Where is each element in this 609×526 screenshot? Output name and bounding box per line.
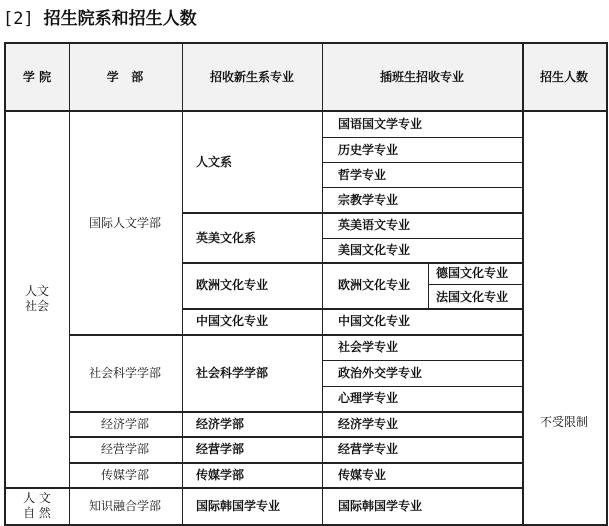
rule <box>182 308 523 310</box>
header-department: 学 部 <box>106 70 144 84</box>
transfer-major-cell: 国语国文学专业 <box>338 117 423 131</box>
transfer-major-cell: 宗教学专业 <box>338 193 399 207</box>
department-cell: 知识融合学部 <box>88 499 162 513</box>
new-major-cell: 英美文化系 <box>196 231 257 245</box>
col-rule <box>522 42 524 526</box>
header-transfer-major: 插班生招收专业 <box>379 70 465 84</box>
new-major-cell: 中国文化专业 <box>196 314 269 328</box>
new-major-cell: 人文系 <box>196 155 233 169</box>
department-cell: 经济学部 <box>100 417 150 431</box>
rule <box>69 462 523 464</box>
col-rule <box>69 42 70 526</box>
rule <box>322 187 523 188</box>
section-title-text: 招生院系和招生人数 <box>43 9 197 29</box>
transfer-major-cell: 传媒专业 <box>338 468 387 482</box>
rule <box>69 334 523 336</box>
rule <box>322 137 523 138</box>
department-cell: 经营学部 <box>100 442 150 456</box>
transfer-major-cell: 经济学专业 <box>338 417 399 431</box>
transfer-major-cell: 欧洲文化专业 <box>338 278 411 292</box>
new-major-cell: 欧洲文化专业 <box>196 278 269 292</box>
euro-sub-major-cell: 法国文化专业 <box>436 290 509 304</box>
rule-top <box>4 42 608 44</box>
transfer-major-cell: 经营学专业 <box>338 442 399 456</box>
rule <box>182 262 523 264</box>
transfer-major-cell: 心理学专业 <box>338 391 399 405</box>
rule <box>322 360 523 361</box>
new-major-cell: 国际韩国学专业 <box>196 499 281 513</box>
rule <box>69 436 523 438</box>
header-new-major: 招收新生系专业 <box>209 70 295 84</box>
transfer-major-cell: 中国文化专业 <box>338 314 411 328</box>
quota-cell: 不受限制 <box>539 415 589 429</box>
section-index: [2] <box>3 9 34 29</box>
rule-header-bottom <box>4 110 608 112</box>
new-major-cell: 经济学部 <box>196 417 245 431</box>
college-cell: 人文 社会 <box>24 284 50 313</box>
rule <box>4 487 523 489</box>
header-background <box>4 43 607 111</box>
rule <box>322 238 523 239</box>
transfer-major-cell: 历史学专业 <box>338 143 399 157</box>
department-cell: 传媒学部 <box>100 468 150 482</box>
new-major-cell: 社会科学学部 <box>196 366 269 380</box>
department-cell: 社会科学学部 <box>88 366 162 380</box>
department-cell: 国际人文学部 <box>88 216 162 230</box>
euro-sub-major-cell: 德国文化专业 <box>436 266 509 280</box>
col-rule <box>322 42 323 526</box>
col-rule <box>182 42 183 526</box>
new-major-cell: 经营学部 <box>196 442 245 456</box>
college-cell: 人 文 自 然 <box>23 491 51 520</box>
rule <box>182 212 523 214</box>
rule <box>322 386 523 387</box>
rule <box>322 162 523 163</box>
rule-left <box>4 42 6 526</box>
transfer-major-cell: 社会学专业 <box>338 340 399 354</box>
header-college: 学 院 <box>22 70 52 84</box>
transfer-major-cell: 政治外交学专业 <box>338 366 423 380</box>
col-rule <box>428 262 429 309</box>
transfer-major-cell: 美国文化专业 <box>338 243 411 257</box>
transfer-major-cell: 国际韩国学专业 <box>338 499 423 513</box>
rule-right <box>606 42 608 526</box>
rule <box>69 411 523 413</box>
transfer-major-cell: 哲学专业 <box>338 168 387 182</box>
new-major-cell: 传媒学部 <box>196 468 245 482</box>
section-title <box>3 9 197 29</box>
header-quota: 招生人数 <box>539 70 589 84</box>
rule <box>428 284 523 285</box>
transfer-major-cell: 英美语文专业 <box>338 218 411 232</box>
